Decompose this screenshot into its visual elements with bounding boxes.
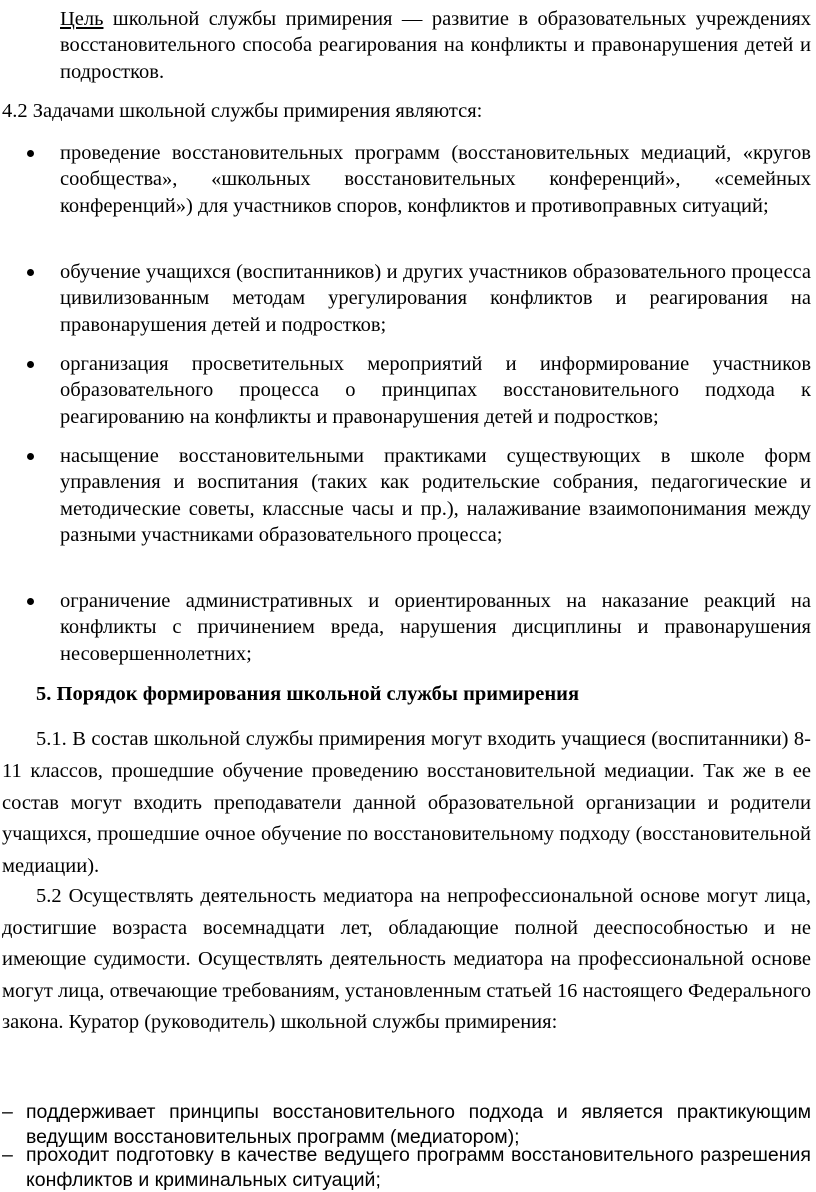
section-5-heading: 5. Порядок формирования школьной службы примирения bbox=[36, 683, 580, 705]
list-item bbox=[60, 351, 811, 430]
goal-text: школьной службы примирения — развитие в образовательных учреждениях восстановительного способа реагирования на конфликты и правонарушения детей и подростков. bbox=[60, 8, 811, 83]
duty-text: проходит подготовку в качестве ведущего программ восстановительного разрешения конфликтов и криминальных ситуаций; bbox=[26, 1144, 811, 1191]
duty-text: поддерживает принципы восстановительного подхода и является практикующим ведущим восстановительных программ (медиатором); bbox=[26, 1101, 811, 1148]
goal-label: Цель bbox=[60, 8, 104, 30]
task-text: ограничение административных и ориентированных на наказание реакций на конфликты с причинением вреда, нарушения дисциплины и правонарушения несовершеннолетних; bbox=[60, 590, 811, 665]
task-text: обучение учащихся (воспитанников) и других участников образовательного процесса цивилизованным методам урегулирования конфликтов и реагирования на правонарушения детей и подростков; bbox=[60, 261, 811, 336]
bullet-icon bbox=[27, 269, 34, 276]
task-text: проведение восстановительных программ (восстановительных медиаций, «кругов сообщества», «школьных восстановительных конференций», «семейных конференций») для участников споров, конфликтов и противоправных ситуаций; bbox=[60, 142, 811, 217]
task-text: насыщение восстановительными практиками существующих в школе форм управления и воспитания (таких как родительские собрания, педагогические и методические советы, классные часы и пр.), налаживание взаимопонимания между разными участниками образовательного процесса; bbox=[60, 445, 811, 547]
list-item bbox=[60, 259, 811, 338]
bullet-icon bbox=[27, 361, 34, 368]
list-item bbox=[60, 443, 811, 549]
list-item bbox=[60, 140, 811, 219]
goal-paragraph bbox=[60, 6, 811, 85]
dash-icon: – bbox=[2, 1144, 13, 1166]
paragraph-5-2: 5.2 Осуществлять деятельность медиатора на непрофессиональной основе могут лица, достигшие возраста восемнадцати лет, обладающие полной дееспособностью и не имеющие судимости. Осуществлять деятельность медиатора на профессиональной основе могут лица, отвечающие требованиям, установленным статьей 16 настоящего Федерального закона. Куратор (руководитель) школьной службы примирения: bbox=[2, 885, 811, 1034]
bullet-icon bbox=[27, 453, 34, 460]
dash-icon: – bbox=[2, 1101, 13, 1123]
task-text: организация просветительных мероприятий и информирование участников образовательного процесса о принципах восстановительного подхода к реагированию на конфликты и правонарушения детей и подростков; bbox=[60, 353, 811, 428]
tasks-heading: 4.2 Задачами школьной службы примирения являются: bbox=[2, 100, 483, 122]
list-item bbox=[2, 1100, 811, 1149]
bullet-icon bbox=[27, 598, 34, 605]
list-item bbox=[2, 1143, 811, 1192]
bullet-icon bbox=[27, 150, 34, 157]
paragraph-5-1: 5.1. В состав школьной службы примирения могут входить учащиеся (воспитанники) 8-11 классов, прошедшие обучение проведению восстановительной медиации. Так же в ее состав могут входить преподаватели данной образовательной организации и родители учащихся, прошедшие очное обучение по восстановительному подходу (восстановительной медиации). bbox=[2, 728, 811, 878]
list-item bbox=[60, 588, 811, 667]
